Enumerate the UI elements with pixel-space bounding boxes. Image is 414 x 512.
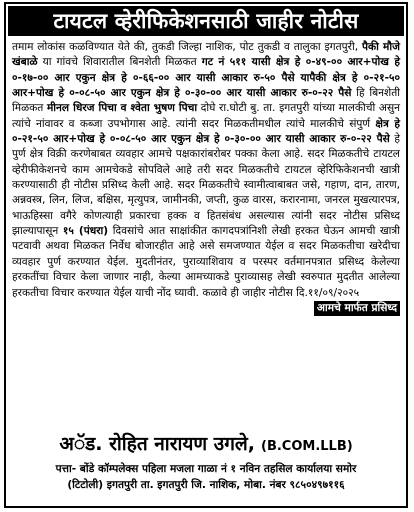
notice-body [6,36,406,426]
objection-text: हे पुर्ण क्षेत्र विक्री करणेबाबत व्यवहार आमचे पक्षकारांबरोबर पक्का केला आहे. सदर मिळकतीचे टायटल व्हेरीफीकेशनचे काम आमचेकडे सोपविले आहे तरी सदर मिळकतीचे टायटल व्हेरिफिकेशनची खात्री करण्यासाठी ही नोटीस प्रसिध्द केली आहे. सदर मिळकतीचे स्वामीत्वाबाबत जसे, गहाण, दान, तारण, अन्नवस्त्र, लिन, लिज, बक्षिस, मृत्युपत्र, जामीनकी, जप्ती, कुळ वारस, करारनामा, जनरल मुखत्यारपत्र, भाऊहिस्सा वगैरे कोणत्याही प्रकारचा हक्क व हितसंबंध असल्यास त्यांनी सदर नोटीस प्रसिध्द झाल्यापासून [12,133,400,238]
published-by: आमचे मार्फत प्रसिध्द [314,301,400,316]
partial-area: यापैकी क्षेत्र हे ०-२१-५० आर+पोख हे ०-०८-५० आर एकुन क्षेत्र हे ०-३०-०० आर यासी आकार रु-०-२२ पैसे [12,71,400,100]
closing-text: दिवसांचे आत साक्षांकीत कागदपत्रांनिशी लेखी हरकत घेऊन आमची खात्री पटवावी अथवा मिळकत निर्वेध बोजारहीत आहे असे समजण्यात येईल व सदर मिळकतीचा खरेदीचा व्यवहार पुर्ण करण्यात येईल. मुदतीनंतर, पुराव्याशिवाय व परस्पर वर्तमानपत्रात प्रसिध्द केलेल्या हरकतींचा विचार केला जाणार नाही, केल्या आमच्याकडे पुराव्यासह लेखी स्वरुपात मुदतीत आलेल्या हरकतीचा विचार करण्यात येईल याची नोंद घ्यावी. कळावे ही जाहीर नोटीस दि.११/०९/२०२५ [12,225,400,299]
ownership-text: दोघे रा.घोटी बु. ता. इगतपुरी यांच्या मालकीची असुन त्यांचे नांवावर व कब्जा उपभोगास आहे. त्यांनी सदर मिळकतीमधील त्यांचे मालकीचे संपुर्ण [12,102,401,130]
owner-names: मीनल धिरज पिचा व श्वेता भुषण पिचा [46,102,198,115]
notice-title: टायटल व्हेरीफिकेशनसाठी जाहीर नोटीस [8,6,404,36]
property-text: या गांवचे शिवारातील बिनशेती मिळकत [42,56,197,69]
address-line-2: (टिटोली) इगतपुरी ता. इगतपुरी जि. नाशिक, मोबा. नंबर ९८५०४९७११६ [67,479,345,491]
intro-text: तमाम लोकांस कळविण्यात येते की, तुकडी जिल्हा नाशिक, पोट तुकडी व तालुका इगतपुरी, [12,41,359,53]
property-text-2: हि बिनशेती मिळकत [12,87,400,115]
signoff-row [12,301,400,316]
advocate-degree: (B.COM.LLB) [261,439,353,454]
gat-number-area: गट नं ५११ यासी क्षेत्र हे ०-४९-०० आर+पोख हे ०-१७-०० आर एकुन क्षेत्र हे ०-६६-०० आर यासी आकार रु-५० पैसे [12,56,400,84]
notice-paragraph [12,40,400,301]
advocate-name: अॅड. रोहित नारायण उगले, [59,433,255,455]
address-line-1: पत्ता- बोंडे कॉम्पलेक्स पहिला मजला गाळा नं १ नविन तहसिल कार्यालया समोर [55,463,357,475]
sale-area: क्षेत्र हे ०-२१-५० आर+पोख हे ०-०८-५० आर एकुन क्षेत्र हे ०-३०-०० आर यासी आकार रु-०-२२ पैसे [12,117,400,146]
village-name: पैकी मौजे खंबाळे [12,41,400,69]
objection-days: १५ (पंधरा) [62,225,109,238]
advocate-line [6,430,406,461]
notice-box [4,2,408,508]
